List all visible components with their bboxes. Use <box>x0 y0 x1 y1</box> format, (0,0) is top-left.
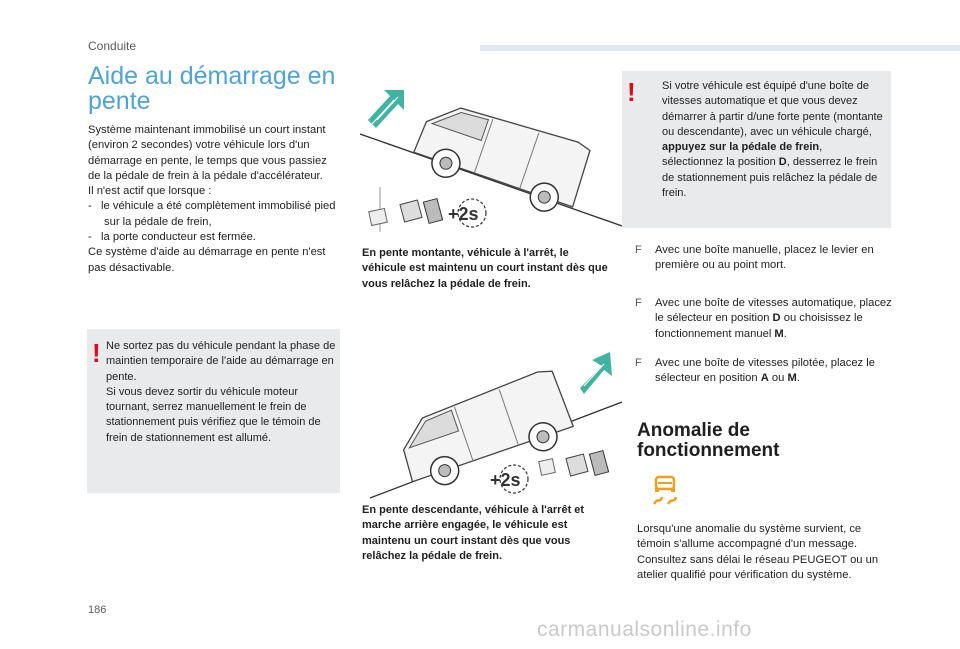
exclamation-icon: ! <box>627 77 636 107</box>
intro-note: Ce système d'aide au démarrage en pente n'est pas désactivable. <box>88 246 326 274</box>
svg-text:+2s: +2s <box>490 470 521 490</box>
anomaly-text: Lorsqu'une anomalie du système survient, ce témoin s'allume accompagné d'un message. Consultez sans délai le réseau PEUGEOT ou un atelier qualifié pour vérification du système. <box>637 523 879 581</box>
skid-warning-icon <box>648 473 682 507</box>
step-bullet-icon: F <box>635 244 642 256</box>
condition-item: - la porte conducteur est fermée. <box>88 231 256 244</box>
condition-lead: Il n'est actif que lorsque : <box>88 185 212 198</box>
step-piloted: F Avec une boîte de vitesses pilotée, placez le sélecteur en position A ou M. <box>635 357 875 385</box>
caption-uphill: En pente montante, véhicule à l'arrêt, le véhicule est maintenu un court instant dès que vous relâchez la pédale de frein. <box>362 247 608 290</box>
intro-text <box>88 123 338 276</box>
uphill-arrow-icon <box>368 90 404 128</box>
timer-badge <box>448 199 486 227</box>
downhill-arrow-icon <box>580 352 612 394</box>
warning-box-left <box>87 329 340 493</box>
warning-left-text: Ne sortez pas du véhicule pendant la phase de maintien temporaire de l'aide au démarrage en pente. Si vous devez sortir du véhicule moteur tournant, serrez manuellement le frein de stationnement puis vérifiez que le témoin de frein de stationnement est allumé. <box>106 340 336 444</box>
step-automatic: F Avec une boîte de vitesses automatique, placez le sélecteur en position D ou choisissez le fonctionnement manuel M. <box>635 297 892 340</box>
step-bullet-icon: F <box>635 357 642 369</box>
caption-downhill: En pente descendante, véhicule à l'arrêt et marche arrière engagée, le véhicule est maintenu un court instant dès que vous relâchez la pédale de frein. <box>362 504 585 562</box>
step-bullet-icon: F <box>635 297 642 309</box>
exclamation-icon: ! <box>92 338 101 368</box>
condition-item: - le véhicule a été complètement immobilisé pied sur la pédale de frein, <box>88 200 336 228</box>
anomaly-title: Anomalie de fonctionnement <box>637 420 780 461</box>
svg-text:+2s: +2s <box>448 204 479 224</box>
pedals-drawing <box>369 187 443 232</box>
watermark: carmanualsonline.info <box>537 618 752 641</box>
uphill-illustration <box>360 82 622 242</box>
timer-badge <box>490 465 528 493</box>
step-manual: F Avec une boîte manuelle, placez le levier en première ou au point mort. <box>635 244 874 272</box>
header-bar <box>480 45 960 51</box>
pedals-drawing <box>539 451 609 476</box>
intro-paragraph: Système maintenant immobilisé un court instant (environ 2 secondes) votre véhicule lors d'un démarrage en pente, le temps que vous passiez de la pédale de frein à la pédale d'accélérateur. <box>88 124 327 182</box>
warning-box-right <box>622 71 891 228</box>
downhill-illustration <box>360 348 622 500</box>
page-number: 186 <box>88 604 107 616</box>
warning-right-text: Si votre véhicule est équipé d'une boîte de vitesses automatique et que vous devez démarrer à partir d/une forte pente (montante ou descendante), avec un véhicule chargé, appuyez sur la pédale de frein, sélectionnez la position D, desserrez le frein de stationnement puis relâchez la pédale de frein. <box>662 80 883 200</box>
page-title: Aide au démarrage en pente <box>88 62 336 115</box>
section-label: Conduite <box>88 39 137 53</box>
van-downhill-drawing <box>392 367 578 495</box>
